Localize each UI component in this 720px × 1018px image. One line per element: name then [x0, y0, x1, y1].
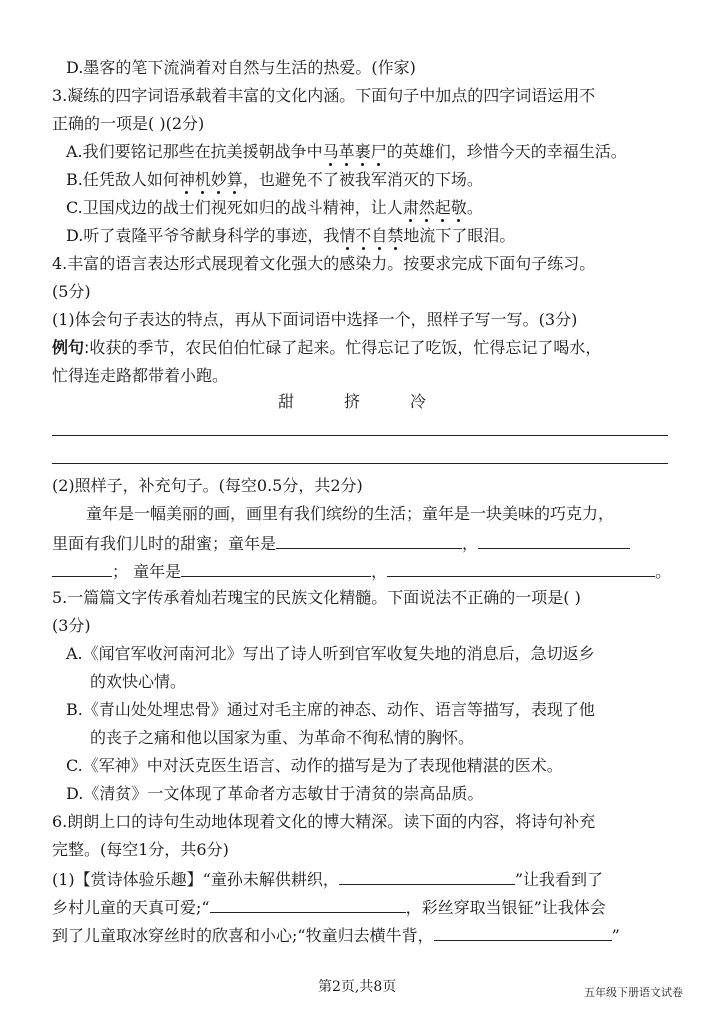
- emphasis-char: 起: [434, 198, 451, 217]
- q4-part2: (2)照样子，补充句子。(每空0.5分，共2分): [52, 476, 363, 495]
- q4-score: (5分): [52, 282, 91, 301]
- text: C.卫国戍边的战士们视死如归的战斗精神，让人: [66, 198, 403, 217]
- text: ，: [462, 534, 479, 553]
- exam-tag: 五年级下册语文试卷: [584, 986, 683, 999]
- q5-option-a-cont: 的欢快心情。: [90, 672, 187, 691]
- q5-option-b: B.《青山处处埋忠骨》通过对毛主席的神态、动作、语言等描写，表现了他: [66, 700, 595, 719]
- q3-option-c: [66, 198, 483, 220]
- emphasis-char: 算: [226, 170, 243, 189]
- q6-title-cont: 完整。(每空1分，共6分): [52, 840, 229, 859]
- word-choice: 挤: [344, 392, 361, 411]
- q4-word-choices: [278, 392, 476, 414]
- q2-option-d: D.墨客的笔下流淌着对自然与生活的热爱。(作家): [66, 58, 416, 77]
- emphasis-char: 禁: [387, 226, 404, 245]
- fill-blank[interactable]: [339, 868, 515, 885]
- q4-part2-line3: [52, 560, 671, 582]
- q4-part2-line2: [52, 532, 630, 554]
- emphasis-char: 敬: [450, 198, 467, 217]
- q6-part1-line3: [52, 924, 620, 946]
- text: ，: [371, 562, 388, 581]
- emphasis-char: 尸: [370, 142, 387, 161]
- fill-blank[interactable]: [434, 924, 612, 941]
- page-number: 第2页,共8页: [318, 979, 397, 995]
- fill-blank[interactable]: [387, 560, 655, 577]
- emphasis-char: 革: [338, 142, 355, 161]
- text: 的英雄们，珍惜今天的幸福生活。: [386, 142, 627, 161]
- q6-part1: [52, 868, 603, 890]
- q4-part2-para: 童年是一幅美丽的画，画里有我们缤纷的生活；童年是一块美味的巧克力，: [86, 504, 615, 523]
- q5-option-c: C.《军神》中对沃克医生语言、动作的描写是为了表现他精湛的医术。: [66, 756, 563, 775]
- emphasis-char: 然: [418, 198, 435, 217]
- text: 到了儿童取冰穿丝时的欣喜和小心;“牧童归去横牛背，: [52, 926, 434, 945]
- fill-blank[interactable]: [276, 532, 462, 549]
- example-label: 例句: [52, 338, 85, 357]
- q6-title: 6.朗朗上口的诗句生动地体现着文化的博大精深。读下面的内容，将诗句补充: [52, 812, 596, 831]
- q3-title-cont: 正确的一项是( )(2分): [52, 114, 205, 133]
- text: A.我们要铭记那些在抗美援朝战争中: [66, 142, 323, 161]
- fill-blank[interactable]: [210, 896, 406, 913]
- q5-option-b-cont: 的丧子之痛和他以国家为重、为革命不徇私情的胸怀。: [90, 728, 475, 747]
- fill-blank[interactable]: [478, 532, 630, 549]
- dotted-idiom: [403, 198, 467, 217]
- word-choice: 甜: [278, 392, 295, 411]
- emphasis-char: 肃: [402, 198, 419, 217]
- fill-blank[interactable]: [52, 560, 112, 577]
- q5-option-d: D.《清贫》一文体现了革命者方志敏甘于清贫的崇高品质。: [66, 784, 484, 803]
- emphasis-char: 机: [194, 170, 211, 189]
- q3-option-a: [66, 142, 627, 164]
- dotted-idiom: [339, 226, 403, 245]
- text: ”让我看到了: [514, 870, 604, 889]
- q5-option-a: A.《闻官军收河南河北》写出了诗人听到官军收复失地的消息后，急切返乡: [66, 644, 595, 663]
- answer-line[interactable]: [52, 463, 668, 464]
- text: ，彩丝穿取当银钲”让我体会: [405, 898, 606, 917]
- q4-title: 4.丰富的语言表达形式展现着文化强大的感染力。按要求完成下面句子练习。: [52, 254, 596, 273]
- q6-part1-line2: [52, 896, 606, 918]
- emphasis-char: 情: [339, 226, 356, 245]
- text: 。: [655, 562, 672, 581]
- text: B.任凭敌人如何: [66, 170, 179, 189]
- text: (1)【赏诗体验乐趣】“童孙未解供耕织，: [52, 870, 339, 889]
- text: ，也避免不了被我军消灭的下场。: [242, 170, 483, 189]
- example-text: :收获的季节，农民伯伯忙碌了起来。忙得忘记了吃饭，忙得忘记了喝水，: [84, 338, 602, 357]
- emphasis-char: 裹: [354, 142, 371, 161]
- q5-title: 5.一篇篇文字传承着灿若瑰宝的民族文化精髓。下面说法不正确的一项是( ): [52, 588, 581, 607]
- text: 乡村儿童的天真可爱;“: [52, 898, 210, 917]
- emphasis-char: 自: [371, 226, 388, 245]
- fill-blank[interactable]: [181, 560, 371, 577]
- emphasis-char: 马: [322, 142, 339, 161]
- text: ； 童年是: [112, 562, 182, 581]
- text: D.听了袁隆平爷爷献身科学的事迹，我: [66, 226, 340, 245]
- q4-example: [52, 338, 601, 360]
- text: ”: [611, 926, 620, 945]
- q4-example-cont: 忙得连走路都带着小跑。: [52, 366, 229, 385]
- emphasis-char: 神: [178, 170, 195, 189]
- text: 。: [466, 198, 483, 217]
- q3-title: 3.凝练的四字词语承载着丰富的文化内涵。下面句子中加点的四字词语运用不: [52, 86, 596, 105]
- word-choice: 冷: [410, 392, 427, 411]
- text: 里面有我们儿时的甜蜜；童年是: [52, 534, 277, 553]
- q3-option-b: [66, 170, 483, 192]
- dotted-idiom: [323, 142, 387, 161]
- text: 地流下了眼泪。: [403, 226, 516, 245]
- q5-score: (3分): [52, 616, 91, 635]
- q4-part1: (1)体会句子表达的特点，再从下面词语中选择一个，照样子写一写。(3分): [52, 310, 578, 329]
- answer-line[interactable]: [52, 435, 668, 436]
- q3-option-d: [66, 226, 515, 248]
- emphasis-char: 不: [355, 226, 372, 245]
- dotted-idiom: [179, 170, 243, 189]
- emphasis-char: 妙: [210, 170, 227, 189]
